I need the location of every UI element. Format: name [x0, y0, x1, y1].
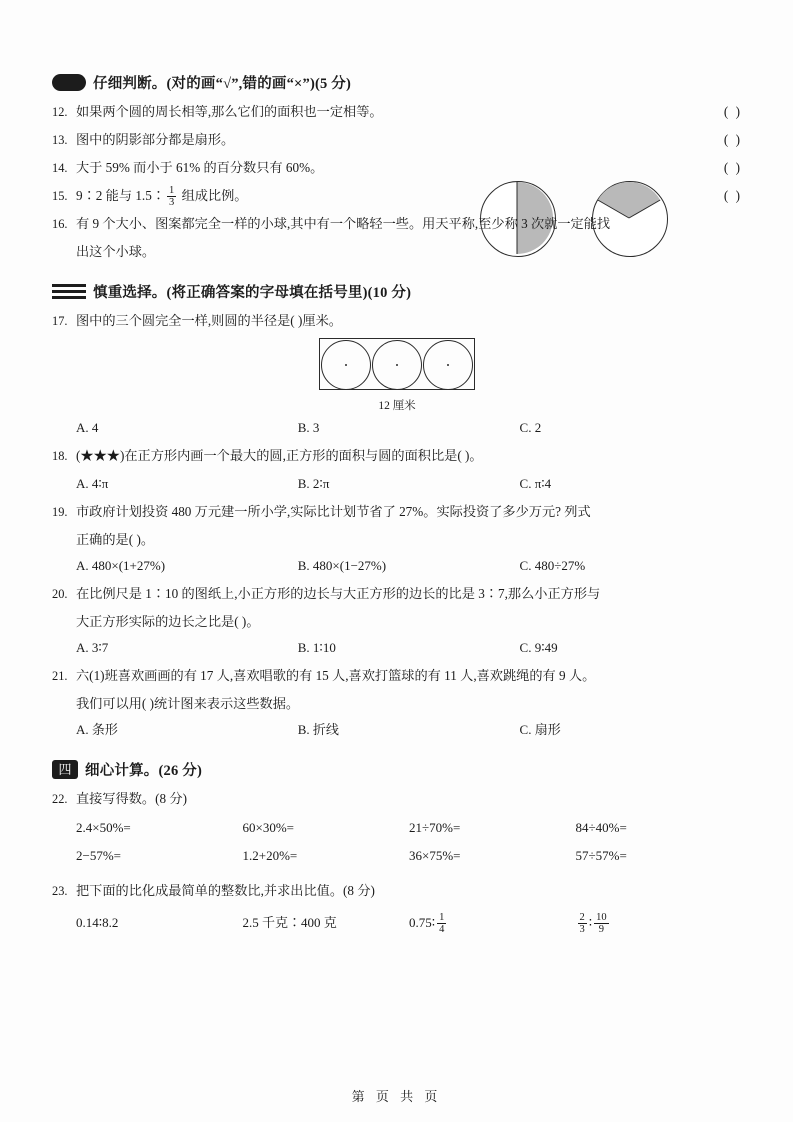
question-text-part-b: 组成比例。 [178, 188, 248, 203]
center-dot-3 [447, 364, 449, 366]
fraction-numerator: 1 [439, 911, 445, 923]
option-c[interactable]: C. 2 [519, 420, 542, 435]
question-text: 把下面的比化成最简单的整数比,并求出比值。(8 分) [76, 883, 375, 898]
option-a[interactable]: A. 条形 [76, 722, 118, 737]
section-header-calc [52, 759, 742, 780]
option-b[interactable]: B. 3 [297, 420, 320, 435]
question-number: 12. [52, 105, 68, 119]
question-number: 18. [52, 449, 68, 463]
question-16 [52, 211, 742, 237]
options-18 [52, 471, 742, 497]
question-16-line2: 出这个小球。 [76, 244, 156, 259]
answer-parenthesis[interactable]: ( ) [723, 160, 742, 175]
rectangle-outline [319, 338, 475, 390]
question-18 [52, 443, 742, 469]
option-b[interactable]: B. 2∶π [297, 476, 330, 491]
question-number: 22. [52, 792, 68, 806]
question-number: 20. [52, 587, 68, 601]
section-title-calc: 细心计算。(26 分) [85, 763, 202, 779]
calc-items-22 [52, 814, 742, 870]
calc-item[interactable]: 2.4×50%= [76, 820, 131, 835]
question-number: 17. [52, 314, 68, 328]
question-text: 在比例尺是 1∶10 的图纸上,小正方形的边长与大正方形的边长的比是 3∶7,那么小正方形与 [76, 586, 601, 601]
figure-three-circles-in-rectangle [52, 338, 742, 413]
page-footer: 第 页 共 页 [351, 1089, 442, 1104]
option-b[interactable]: B. 480×(1−27%) [297, 558, 387, 573]
fraction-numerator: 2 [579, 911, 585, 923]
options-17 [52, 415, 742, 441]
section-badge-lines-icon [52, 283, 86, 300]
ratio-item-1[interactable]: 0.14∶8.2 [76, 915, 119, 930]
section-badge-pill-icon [52, 74, 86, 91]
fraction-numerator: 10 [596, 911, 607, 923]
center-dot-1 [345, 364, 347, 366]
section-header-choice [52, 281, 742, 302]
fraction-denominator: 9 [594, 923, 609, 935]
question-number: 15. [52, 189, 68, 203]
question-text: 直接写得数。(8 分) [76, 791, 187, 806]
question-number: 23. [52, 884, 68, 898]
question-20 [52, 581, 742, 607]
ratio-separator: ∶ [588, 915, 593, 930]
ratio-item-3[interactable] [409, 906, 576, 940]
section-header-judge [52, 72, 742, 93]
calc-item[interactable]: 84÷40%= [575, 820, 627, 835]
option-c[interactable]: C. π∶4 [519, 476, 552, 491]
question-text: 如果两个圆的周长相等,那么它们的面积也一定相等。 [76, 104, 383, 119]
page-content [52, 56, 742, 940]
question-text: 大于 59% 而小于 61% 的百分数只有 60%。 [76, 160, 324, 175]
answer-parenthesis[interactable]: ( ) [723, 132, 742, 147]
question-text-part-a: 9∶2 能与 1.5∶ [76, 188, 166, 203]
fraction-two-thirds [578, 912, 587, 935]
question-number: 13. [52, 133, 68, 147]
option-b[interactable]: B. 折线 [297, 722, 339, 737]
question-text: 图中的阴影部分都是扇形。 [76, 132, 235, 147]
fraction-one-third [167, 185, 176, 208]
question-21-line2: 我们可以用( )统计图来表示这些数据。 [76, 696, 300, 711]
question-15 [52, 183, 742, 209]
answer-parenthesis[interactable]: ( ) [723, 104, 742, 119]
question-13 [52, 127, 742, 153]
center-dot-2 [396, 364, 398, 366]
calc-item[interactable]: 1.2+20%= [242, 848, 298, 863]
option-c[interactable]: C. 扇形 [519, 722, 561, 737]
calc-item[interactable]: 21÷70%= [409, 820, 461, 835]
question-23 [52, 878, 742, 904]
question-number: 19. [52, 505, 68, 519]
options-19 [52, 553, 742, 579]
question-22 [52, 786, 742, 812]
calc-item[interactable]: 36×75%= [409, 848, 461, 863]
question-text: 市政府计划投资 480 万元建一所小学,实际比计划节省了 27%。实际投资了多少万元? 列式 [76, 504, 591, 519]
option-c[interactable]: C. 480÷27% [519, 558, 586, 573]
section-title-judge: 仔细判断。(对的画“√”,错的画“×”)(5 分) [93, 76, 352, 92]
options-20 [52, 635, 742, 661]
question-number: 14. [52, 161, 68, 175]
option-b[interactable]: B. 1∶10 [297, 640, 336, 655]
question-number: 16. [52, 217, 68, 231]
option-a[interactable]: A. 4∶π [76, 476, 109, 491]
fraction-denominator: 4 [439, 923, 445, 935]
question-20-line2: 大正方形实际的边长之比是( )。 [76, 614, 260, 629]
answer-parenthesis[interactable]: ( ) [723, 188, 742, 203]
question-17 [52, 308, 742, 334]
option-c[interactable]: C. 9∶49 [519, 640, 558, 655]
question-19 [52, 499, 742, 525]
figure-caption: 12 厘米 [378, 400, 416, 412]
question-21 [52, 663, 742, 689]
calc-items-23 [52, 906, 742, 940]
options-21 [52, 717, 742, 743]
ratio-item-2[interactable]: 2.5 千克∶400 克 [242, 915, 337, 930]
question-12 [52, 99, 742, 125]
fraction-denominator: 3 [579, 923, 585, 935]
ratio-lead: 0.75∶ [409, 915, 436, 930]
fraction-ten-ninths [594, 912, 609, 935]
calc-item[interactable]: 60×30%= [242, 820, 294, 835]
fraction-denominator: 3 [169, 196, 175, 208]
fraction-one-fourth [437, 912, 446, 935]
option-a[interactable]: A. 480×(1+27%) [76, 558, 166, 573]
question-14 [52, 155, 742, 181]
ratio-item-4[interactable] [576, 906, 743, 940]
question-text: 有 9 个大小、图案都完全一样的小球,其中有一个略轻一些。用天平称,至少称 3 次就一定能找 [76, 216, 611, 231]
option-a[interactable]: A. 3∶7 [76, 640, 109, 655]
fraction-numerator: 1 [169, 184, 175, 196]
section-badge-four-icon: 四 [52, 760, 78, 779]
section-title-choice: 慎重选择。(将正确答案的字母填在括号里)(10 分) [93, 285, 412, 301]
question-text: 图中的三个圆完全一样,则圆的半径是( )厘米。 [76, 313, 342, 328]
question-text: (★★★)在正方形内画一个最大的圆,正方形的面积与圆的面积比是( )。 [76, 448, 483, 463]
calc-item[interactable]: 57÷57%= [575, 848, 627, 863]
question-19-line2: 正确的是( )。 [76, 532, 155, 547]
judge-block [52, 99, 742, 265]
option-a[interactable]: A. 4 [76, 420, 99, 435]
question-text: 六(1)班喜欢画画的有 17 人,喜欢唱歌的有 15 人,喜欢打篮球的有 11 人,喜欢跳绳的有 9 人。 [76, 668, 596, 683]
question-number: 21. [52, 669, 68, 683]
calc-item[interactable]: 2−57%= [76, 848, 121, 863]
